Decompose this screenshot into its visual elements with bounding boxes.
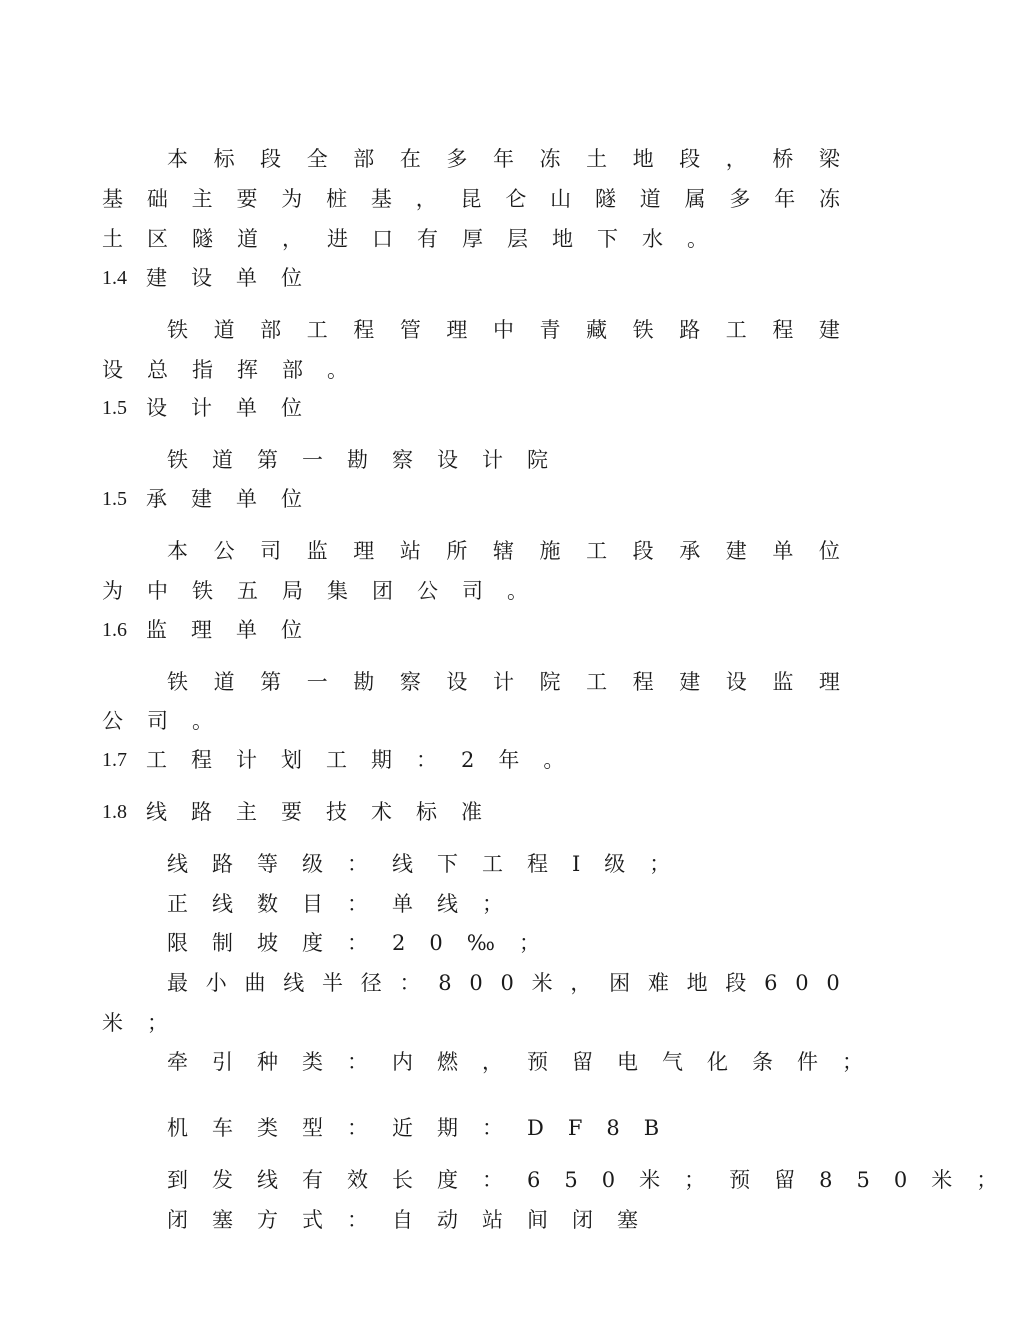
paragraph-line: 基 础 主 要 为 桩 基 ， 昆 仑 山 隧 道 属 多 年 冻 (102, 187, 840, 211)
section-heading: 承 建 单 位 (146, 487, 302, 511)
paragraph-line: 本 公 司 监 理 站 所 辖 施 工 段 承 建 单 位 (167, 539, 840, 563)
paragraph-line: 设 总 指 挥 部 。 (102, 358, 348, 382)
paragraph-line: 为 中 铁 五 局 集 团 公 司 。 (102, 579, 528, 603)
standard-item-line: 牵 引 种 类 ： 内 燃 ， 预 留 电 气 化 条 件 ； (167, 1050, 863, 1074)
section-number: 1.5 (102, 488, 127, 510)
section-number: 1.7 (102, 749, 127, 771)
paragraph-line: 本 标 段 全 部 在 多 年 冻 土 地 段 ， 桥 梁 (167, 147, 840, 171)
standard-item-line: 最 小 曲 线 半 径 ： 8 0 0 米 ， 困 难 地 段 6 0 0 (167, 971, 840, 995)
section-number: 1.8 (102, 801, 127, 823)
paragraph-line: 铁 道 第 一 勘 察 设 计 院 (167, 448, 548, 472)
paragraph-line: 铁 道 部 工 程 管 理 中 青 藏 铁 路 工 程 建 (167, 318, 840, 342)
standard-item-line: 线 路 等 级 ： 线 下 工 程 Ⅰ 级 ； (167, 852, 671, 876)
standard-item-line: 机 车 类 型 ： 近 期 ： D F 8 B (167, 1116, 660, 1140)
section-number: 1.4 (102, 267, 127, 289)
section-heading: 监 理 单 位 (146, 618, 302, 642)
standard-item-line: 到 发 线 有 效 长 度 ： 6 5 0 米 ； 预 留 8 5 0 米 ； (167, 1168, 998, 1192)
paragraph-line: 土 区 隧 道 ， 进 口 有 厚 层 地 下 水 。 (102, 227, 708, 251)
section-heading: 工 程 计 划 工 期 ： 2 年 。 (146, 748, 565, 772)
section-number: 1.5 (102, 397, 127, 419)
section-heading: 设 计 单 位 (146, 396, 302, 420)
section-heading: 线 路 主 要 技 术 标 准 (146, 800, 482, 824)
section-heading: 建 设 单 位 (146, 266, 302, 290)
standard-item-line: 正 线 数 目 ： 单 线 ； (167, 892, 503, 916)
standard-item-line: 闭 塞 方 式 ： 自 动 站 间 闭 塞 (167, 1208, 638, 1232)
section-number: 1.6 (102, 619, 127, 641)
standard-item-line: 米 ； (102, 1011, 168, 1035)
paragraph-line: 铁 道 第 一 勘 察 设 计 院 工 程 建 设 监 理 (167, 670, 840, 694)
standard-item-line: 限 制 坡 度 ： 2 0 ‰ ； (167, 931, 540, 955)
paragraph-line: 公 司 。 (102, 709, 213, 733)
